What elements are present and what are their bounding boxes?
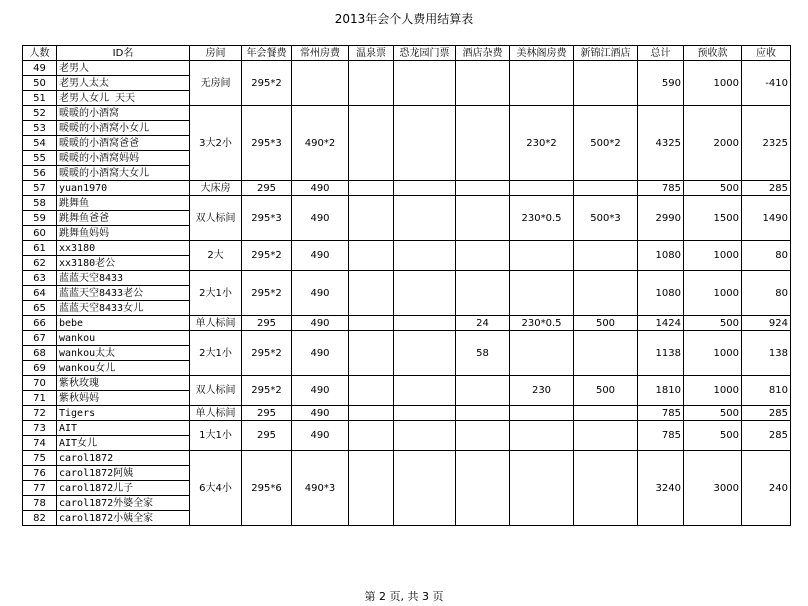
table-row xyxy=(23,451,791,466)
person-number: 72 xyxy=(23,406,57,421)
cell-misc xyxy=(456,106,510,181)
cell-meal: 295*3 xyxy=(242,106,292,181)
member-id: 蓝蓝天空8433女儿 xyxy=(57,301,190,316)
cell-prepaid: 1000 xyxy=(684,61,742,106)
cell-total: 1080 xyxy=(638,241,684,271)
table-row xyxy=(23,331,791,346)
cell-due: 285 xyxy=(742,181,791,196)
cell-misc xyxy=(456,451,510,526)
person-number: 56 xyxy=(23,166,57,181)
table-row xyxy=(23,181,791,196)
member-id: 紫秋玫瑰 xyxy=(57,376,190,391)
cell-meal: 295*3 xyxy=(242,196,292,241)
cell-meilin xyxy=(510,406,574,421)
table-row xyxy=(23,406,791,421)
cell-spa xyxy=(349,271,394,316)
cell-meal: 295*2 xyxy=(242,61,292,106)
cell-misc xyxy=(456,421,510,451)
cell-meilin xyxy=(510,181,574,196)
cell-total: 2990 xyxy=(638,196,684,241)
member-id: 暖暖的小酒窝大女儿 xyxy=(57,166,190,181)
column-header: 房间 xyxy=(190,46,242,61)
column-header: 温泉票 xyxy=(349,46,394,61)
cell-due: 924 xyxy=(742,316,791,331)
person-number: 77 xyxy=(23,481,57,496)
cell-due: 240 xyxy=(742,451,791,526)
cell-dino xyxy=(394,316,456,331)
cell-cz: 490 xyxy=(292,316,349,331)
cell-due: 810 xyxy=(742,376,791,406)
cell-spa xyxy=(349,181,394,196)
person-number: 82 xyxy=(23,511,57,526)
cell-room: 双人标间 xyxy=(190,376,242,406)
person-number: 61 xyxy=(23,241,57,256)
cell-room: 3大2小 xyxy=(190,106,242,181)
cell-meal: 295*2 xyxy=(242,271,292,316)
cell-meal: 295 xyxy=(242,316,292,331)
person-number: 62 xyxy=(23,256,57,271)
cell-meilin: 230 xyxy=(510,376,574,406)
cell-room: 2大1小 xyxy=(190,271,242,316)
member-id: wankou xyxy=(57,331,190,346)
cell-meilin: 230*0.5 xyxy=(510,316,574,331)
person-number: 65 xyxy=(23,301,57,316)
person-number: 53 xyxy=(23,121,57,136)
cell-dino xyxy=(394,241,456,271)
cell-meal: 295*6 xyxy=(242,451,292,526)
cell-prepaid: 1000 xyxy=(684,241,742,271)
column-header: 新锦江酒店 xyxy=(574,46,638,61)
cell-cz: 490 xyxy=(292,331,349,376)
cell-misc xyxy=(456,196,510,241)
cell-cz xyxy=(292,61,349,106)
person-number: 55 xyxy=(23,151,57,166)
cell-cz: 490 xyxy=(292,196,349,241)
person-number: 68 xyxy=(23,346,57,361)
member-id: yuan1970 xyxy=(57,181,190,196)
cell-due: 80 xyxy=(742,271,791,316)
cell-misc xyxy=(456,241,510,271)
cell-prepaid: 1000 xyxy=(684,271,742,316)
cell-meal: 295*2 xyxy=(242,376,292,406)
cell-total: 785 xyxy=(638,406,684,421)
member-id: 蓝蓝天空8433 xyxy=(57,271,190,286)
cell-cz: 490 xyxy=(292,376,349,406)
cell-prepaid: 500 xyxy=(684,421,742,451)
person-number: 69 xyxy=(23,361,57,376)
member-id: carol1872小姨全家 xyxy=(57,511,190,526)
cell-total: 1810 xyxy=(638,376,684,406)
cell-misc xyxy=(456,376,510,406)
cell-dino xyxy=(394,406,456,421)
member-id: carol1872阿姨 xyxy=(57,466,190,481)
cell-prepaid: 2000 xyxy=(684,106,742,181)
page-title: 2013年会个人费用结算表 xyxy=(334,12,474,26)
cell-xinjin: 500 xyxy=(574,376,638,406)
cell-cz: 490 xyxy=(292,406,349,421)
cell-meal: 295 xyxy=(242,406,292,421)
column-header: 酒店杂费 xyxy=(456,46,510,61)
cell-prepaid: 500 xyxy=(684,181,742,196)
cell-xinjin: 500*2 xyxy=(574,106,638,181)
cell-cz: 490 xyxy=(292,241,349,271)
person-number: 73 xyxy=(23,421,57,436)
cell-cz: 490*3 xyxy=(292,451,349,526)
cell-room: 大床房 xyxy=(190,181,242,196)
person-number: 76 xyxy=(23,466,57,481)
cell-due: 138 xyxy=(742,331,791,376)
cell-due: 285 xyxy=(742,421,791,451)
cell-meal: 295*2 xyxy=(242,241,292,271)
person-number: 58 xyxy=(23,196,57,211)
column-header: 人数 xyxy=(23,46,57,61)
member-id: 跳舞鱼妈妈 xyxy=(57,226,190,241)
person-number: 74 xyxy=(23,436,57,451)
person-number: 51 xyxy=(23,91,57,106)
member-id: carol1872儿子 xyxy=(57,481,190,496)
column-header: 美林阁房费 xyxy=(510,46,574,61)
cell-dino xyxy=(394,421,456,451)
cell-total: 1080 xyxy=(638,271,684,316)
cell-dino xyxy=(394,331,456,376)
cell-spa xyxy=(349,406,394,421)
cell-dino xyxy=(394,196,456,241)
cell-misc xyxy=(456,406,510,421)
cell-xinjin xyxy=(574,451,638,526)
person-number: 50 xyxy=(23,76,57,91)
cell-dino xyxy=(394,181,456,196)
cell-misc xyxy=(456,61,510,106)
person-number: 57 xyxy=(23,181,57,196)
member-id: bebe xyxy=(57,316,190,331)
cell-cz: 490 xyxy=(292,421,349,451)
person-number: 63 xyxy=(23,271,57,286)
member-id: 暖暖的小酒窝妈妈 xyxy=(57,151,190,166)
member-id: 跳舞鱼爸爸 xyxy=(57,211,190,226)
cell-spa xyxy=(349,421,394,451)
settlement-table xyxy=(22,45,791,526)
cell-meilin: 230*0.5 xyxy=(510,196,574,241)
cell-prepaid: 3000 xyxy=(684,451,742,526)
cell-prepaid: 500 xyxy=(684,406,742,421)
member-id: wankou太太 xyxy=(57,346,190,361)
cell-dino xyxy=(394,451,456,526)
header-row xyxy=(23,46,791,61)
table-row xyxy=(23,316,791,331)
cell-prepaid: 1500 xyxy=(684,196,742,241)
cell-dino xyxy=(394,376,456,406)
cell-spa xyxy=(349,196,394,241)
cell-room: 2大 xyxy=(190,241,242,271)
cell-xinjin xyxy=(574,181,638,196)
cell-prepaid: 500 xyxy=(684,316,742,331)
column-header: 常州房费 xyxy=(292,46,349,61)
column-header: 总计 xyxy=(638,46,684,61)
cell-dino xyxy=(394,106,456,181)
member-id: 跳舞鱼 xyxy=(57,196,190,211)
member-id: 紫秋妈妈 xyxy=(57,391,190,406)
cell-meilin xyxy=(510,271,574,316)
person-number: 71 xyxy=(23,391,57,406)
person-number: 78 xyxy=(23,496,57,511)
cell-meilin xyxy=(510,421,574,451)
cell-cz: 490*2 xyxy=(292,106,349,181)
cell-meal: 295 xyxy=(242,181,292,196)
cell-spa xyxy=(349,376,394,406)
member-id: carol1872 xyxy=(57,451,190,466)
cell-cz: 490 xyxy=(292,271,349,316)
person-number: 66 xyxy=(23,316,57,331)
cell-total: 785 xyxy=(638,181,684,196)
cell-misc: 58 xyxy=(456,331,510,376)
person-number: 49 xyxy=(23,61,57,76)
member-id: 老男人女儿 天天 xyxy=(57,91,190,106)
table-body xyxy=(23,61,791,526)
person-number: 52 xyxy=(23,106,57,121)
cell-xinjin xyxy=(574,241,638,271)
column-header: 预收款 xyxy=(684,46,742,61)
cell-meilin xyxy=(510,241,574,271)
cell-total: 1138 xyxy=(638,331,684,376)
cell-total: 590 xyxy=(638,61,684,106)
person-number: 75 xyxy=(23,451,57,466)
cell-meal: 295*2 xyxy=(242,331,292,376)
cell-spa xyxy=(349,316,394,331)
member-id: 暖暖的小酒窝爸爸 xyxy=(57,136,190,151)
cell-spa xyxy=(349,451,394,526)
cell-misc xyxy=(456,271,510,316)
member-id: Tigers xyxy=(57,406,190,421)
cell-room: 单人标间 xyxy=(190,406,242,421)
cell-misc: 24 xyxy=(456,316,510,331)
person-number: 60 xyxy=(23,226,57,241)
cell-total: 1424 xyxy=(638,316,684,331)
cell-spa xyxy=(349,331,394,376)
cell-due: 285 xyxy=(742,406,791,421)
cell-total: 3240 xyxy=(638,451,684,526)
cell-spa xyxy=(349,241,394,271)
person-number: 64 xyxy=(23,286,57,301)
member-id: 蓝蓝天空8433老公 xyxy=(57,286,190,301)
member-id: xx3180 xyxy=(57,241,190,256)
member-id: AIT xyxy=(57,421,190,436)
person-number: 70 xyxy=(23,376,57,391)
cell-xinjin xyxy=(574,61,638,106)
member-id: 暖暖的小酒窝小女儿 xyxy=(57,121,190,136)
person-number: 67 xyxy=(23,331,57,346)
member-id: 老男人太太 xyxy=(57,76,190,91)
cell-meilin xyxy=(510,451,574,526)
cell-prepaid: 1000 xyxy=(684,331,742,376)
cell-room: 6大4小 xyxy=(190,451,242,526)
cell-due: -410 xyxy=(742,61,791,106)
page-footer: 第 2 页, 共 3 页 xyxy=(364,590,444,603)
table-row xyxy=(23,241,791,256)
cell-prepaid: 1000 xyxy=(684,376,742,406)
table-row xyxy=(23,106,791,121)
table-row xyxy=(23,421,791,436)
cell-xinjin xyxy=(574,271,638,316)
column-header: 恐龙园门票 xyxy=(394,46,456,61)
cell-meilin: 230*2 xyxy=(510,106,574,181)
cell-room: 2大1小 xyxy=(190,331,242,376)
table-row xyxy=(23,61,791,76)
cell-due: 1490 xyxy=(742,196,791,241)
column-header: ID名 xyxy=(57,46,190,61)
cell-room: 1大1小 xyxy=(190,421,242,451)
cell-xinjin xyxy=(574,421,638,451)
cell-dino xyxy=(394,271,456,316)
cell-meal: 295 xyxy=(242,421,292,451)
column-header: 应收 xyxy=(742,46,791,61)
cell-meilin xyxy=(510,331,574,376)
member-id: AIT女儿 xyxy=(57,436,190,451)
cell-xinjin: 500 xyxy=(574,316,638,331)
member-id: 暖暖的小酒窝 xyxy=(57,106,190,121)
cell-room: 单人标间 xyxy=(190,316,242,331)
cell-room: 无房间 xyxy=(190,61,242,106)
cell-due: 2325 xyxy=(742,106,791,181)
cell-spa xyxy=(349,106,394,181)
cell-room: 双人标间 xyxy=(190,196,242,241)
cell-dino xyxy=(394,61,456,106)
cell-misc xyxy=(456,181,510,196)
cell-total: 785 xyxy=(638,421,684,451)
table-row xyxy=(23,196,791,211)
cell-spa xyxy=(349,61,394,106)
cell-due: 80 xyxy=(742,241,791,271)
person-number: 54 xyxy=(23,136,57,151)
member-id: 老男人 xyxy=(57,61,190,76)
person-number: 59 xyxy=(23,211,57,226)
table-row xyxy=(23,376,791,391)
cell-xinjin xyxy=(574,331,638,376)
cell-meilin xyxy=(510,61,574,106)
cell-cz: 490 xyxy=(292,181,349,196)
cell-xinjin xyxy=(574,406,638,421)
member-id: wankou女儿 xyxy=(57,361,190,376)
cell-xinjin: 500*3 xyxy=(574,196,638,241)
column-header: 年会餐费 xyxy=(242,46,292,61)
cell-total: 4325 xyxy=(638,106,684,181)
table-row xyxy=(23,271,791,286)
member-id: carol1872外婆全家 xyxy=(57,496,190,511)
member-id: xx3180老公 xyxy=(57,256,190,271)
